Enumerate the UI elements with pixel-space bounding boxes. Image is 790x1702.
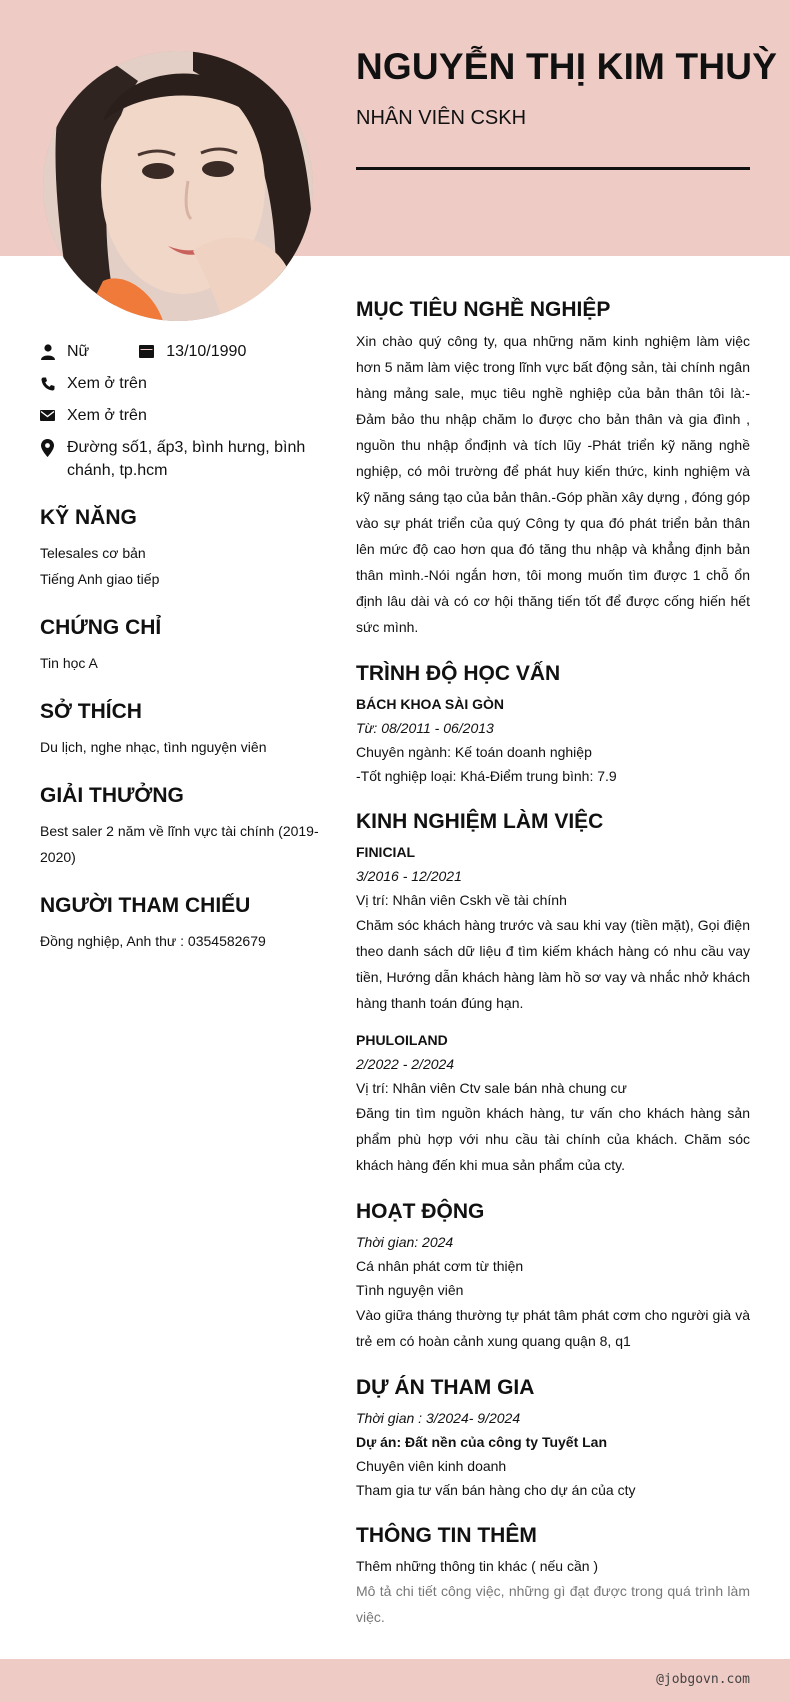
contact-gender-birthday bbox=[40, 340, 330, 363]
contact-address: Đường số1, ấp3, bình hưng, bình chánh, tp.hcm bbox=[67, 439, 306, 479]
job-role: Vị trí: Nhân viên Cskh về tài chính bbox=[356, 892, 567, 908]
skill-item: Telesales cơ bản bbox=[40, 545, 146, 561]
experience-heading: KINH NGHIỆM LÀM VIỆC bbox=[356, 810, 604, 833]
experience-job bbox=[356, 1028, 750, 1178]
job-period: 2/2022 - 2/2024 bbox=[356, 1056, 455, 1072]
job-period: 3/2016 - 12/2021 bbox=[356, 868, 462, 884]
contact-address-row bbox=[40, 436, 330, 482]
phone-icon bbox=[40, 372, 55, 395]
job-description: Đăng tin tìm nguồn khách hàng, tư vấn cho khách hàng sản phẩm phù hợp với nhu cầu tài chính của khách. Chăm sóc khách hàng đến khi mua sản phẩm của cty. bbox=[356, 1105, 750, 1173]
projects-section bbox=[356, 1376, 750, 1502]
experience-section bbox=[356, 810, 750, 1178]
avatar bbox=[43, 51, 313, 321]
job-role: Vị trí: Nhân viên Ctv sale bán nhà chung cư bbox=[356, 1080, 627, 1096]
contact-gender: Nữ bbox=[67, 343, 90, 360]
additional-section bbox=[356, 1524, 750, 1630]
hobby-item: Du lịch, nghe nhạc, tình nguyện viên bbox=[40, 739, 267, 755]
contact-email: Xem ở trên bbox=[67, 407, 147, 424]
candidate-name: NGUYỄN THỊ KIM THUỲ bbox=[356, 46, 778, 87]
activities-section bbox=[356, 1200, 750, 1354]
projects-role: Chuyên viên kinh doanh bbox=[356, 1458, 507, 1474]
contact-phone-row bbox=[40, 372, 330, 395]
skills-heading: KỸ NĂNG bbox=[40, 506, 137, 529]
calendar-icon bbox=[139, 340, 154, 363]
job-company: PHULOILAND bbox=[356, 1032, 448, 1048]
location-pin-icon bbox=[40, 436, 55, 459]
candidate-position: NHÂN VIÊN CSKH bbox=[356, 107, 527, 129]
left-column bbox=[40, 340, 330, 954]
references-heading: NGƯỜI THAM CHIẾU bbox=[40, 894, 251, 917]
objective-heading: MỤC TIÊU NGHỀ NGHIỆP bbox=[356, 298, 611, 321]
activities-period: Thời gian: 2024 bbox=[356, 1234, 454, 1250]
avatar-photo bbox=[43, 51, 313, 321]
job-company: FINICIAL bbox=[356, 844, 416, 860]
contact-email-row bbox=[40, 404, 330, 427]
contact-phone: Xem ở trên bbox=[67, 375, 147, 392]
activities-description: Vào giữa tháng thường tự phát tâm phát cơm cho người già và trẻ em có hoàn cảnh xung quang quận 8, q1 bbox=[356, 1307, 750, 1349]
education-school: BÁCH KHOA SÀI GÒN bbox=[356, 696, 505, 712]
objective-text: Xin chào quý công ty, qua những năm kinh nghiệm làm việc hơn 5 năm làm việc trong lĩnh vực bất động sản, tài chính ngân hàng mảng sale, mục tiêu nghề nghiệp của bản thân tôi là:-Đảm bảo thu nhập chăm lo được cho bản thân và gia đình , nguồn thu nhập ổnđịnh và tích lũy -Phát triển kỹ năng nghề nghiệp, có môi trường để phát huy kiến thức, kinh nghiệm và kỹ năng sáng tạo của bản thân.-Góp phần xây dựng , đóng góp vào sự phát triển của quý Công ty qua đó phát triển bản thân lên mức độ cao hơn qua đó tăng thu nhập và khẳng định bản thân mình.-Nói ngắn hơn, tôi mong muốn tìm được 1 chỗ ổn định lâu dài và có cơ hội thăng tiến tốt để được cống hiến hết sức mình. bbox=[356, 333, 750, 635]
projects-period: Thời gian : 3/2024- 9/2024 bbox=[356, 1410, 521, 1426]
job-description: Chăm sóc khách hàng trước và sau khi vay (tiền mặt), Gọi điện theo danh sách dữ liệu đ tìm kiếm khách hàng có nhu cầu vay tiền, Hướng dẫn khách hàng làm hồ sơ vay và nhắc nhở khách hàng thanh toán đúng hạn. bbox=[356, 917, 750, 1011]
additional-line: Thêm những thông tin khác ( nếu cần ) bbox=[356, 1558, 599, 1574]
education-section bbox=[356, 662, 750, 788]
certificates-heading: CHỨNG CHỈ bbox=[40, 616, 162, 639]
skill-item: Tiếng Anh giao tiếp bbox=[40, 571, 160, 587]
objective-section bbox=[356, 298, 750, 640]
activities-line: Tình nguyện viên bbox=[356, 1282, 464, 1298]
education-period: Từ: 08/2011 - 06/2013 bbox=[356, 720, 494, 736]
education-major: Chuyên ngành: Kế toán doanh nghiệp bbox=[356, 744, 592, 760]
footer-brand: @jobgovn.com bbox=[656, 1672, 750, 1687]
title-divider bbox=[356, 167, 750, 170]
activities-heading: HOẠT ĐỘNG bbox=[356, 1200, 485, 1223]
additional-heading: THÔNG TIN THÊM bbox=[356, 1524, 537, 1547]
projects-heading: DỰ ÁN THAM GIA bbox=[356, 1376, 535, 1399]
certificate-item: Tin học A bbox=[40, 655, 98, 671]
contact-birthday: 13/10/1990 bbox=[166, 343, 247, 360]
projects-description: Tham gia tư vấn bán hàng cho dự án của cty bbox=[356, 1482, 636, 1498]
person-icon bbox=[40, 340, 55, 363]
awards-heading: GIẢI THƯỞNG bbox=[40, 784, 184, 807]
education-heading: TRÌNH ĐỘ HỌC VẤN bbox=[356, 662, 561, 685]
right-column bbox=[356, 298, 750, 1652]
award-item: Best saler 2 năm về lĩnh vực tài chính (2019-2020) bbox=[40, 823, 319, 865]
mail-icon bbox=[40, 404, 55, 427]
projects-name: Dự án: Đất nền của công ty Tuyết Lan bbox=[356, 1434, 608, 1450]
reference-item: Đồng nghiệp, Anh thư : 0354582679 bbox=[40, 933, 266, 949]
education-grade: -Tốt nghiệp loại: Khá-Điểm trung bình: 7.9 bbox=[356, 768, 617, 784]
activities-line: Cá nhân phát cơm từ thiện bbox=[356, 1258, 524, 1274]
additional-hint: Mô tả chi tiết công việc, những gì đạt được trong quá trình làm việc. bbox=[356, 1583, 750, 1625]
hobbies-heading: SỞ THÍCH bbox=[40, 700, 142, 723]
experience-job bbox=[356, 840, 750, 1016]
